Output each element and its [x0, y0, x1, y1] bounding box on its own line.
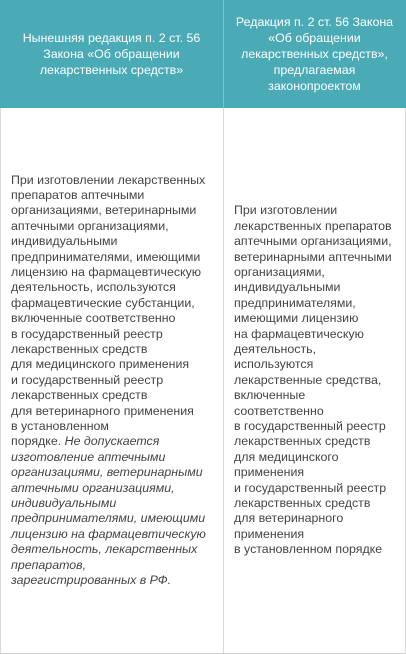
header-current-version: [0, 0, 223, 108]
current-version-italic-text: Не допускается изготовление аптечными организациями, ветеринарными аптечными организациями, индивидуальными предпринимателями, имеющими лицензию на фармацевтическую деятельность, лекарственных препаратов, зарегистрированных в РФ.: [11, 434, 206, 588]
table-header: [0, 0, 406, 108]
current-version-main-text: При изготовлении лекарственных препаратов аптечными организациями, ветеринарными аптечными организациями, индивидуальными предпринимателями, имеющими лицензию на фармацевтическую деятельность, используются фармацевтические субстанции, включенные соответственно в государственный реестр лекарственных средств для медицинского применения и государственный реестр лекарственных средств для ветеринарного применения в установленном порядке.: [11, 172, 206, 449]
table-row: [0, 108, 406, 654]
current-version-text: [11, 173, 206, 589]
header-proposed-version: [223, 0, 406, 108]
header-column-divider: [223, 0, 224, 108]
cell-current-version: [1, 108, 223, 653]
proposed-version-text: При изготовлении лекарственных препаратов аптечными организациями, ветеринарными аптечными организациями, индивидуальными предпринимателями, имеющими лицензию на фармацевтическую деятельность, используются лекарственные средства, включенные соответственно в государственный реестр лекарственных средств для медицинского применения и государственный реестр лекарственных средств для ветеринарного применения в установленном порядке: [234, 203, 392, 557]
cell-proposed-version: [223, 108, 405, 653]
header-current-version-text: Нынешняя редакция п. 2 ст. 56 Закона «Об обращении лекарственных средств»: [22, 31, 201, 77]
header-proposed-version-text: Редакция п. 2 ст. 56 Закона «Об обращении лекарственных средств», предлагаемая законопроектом: [235, 15, 394, 93]
